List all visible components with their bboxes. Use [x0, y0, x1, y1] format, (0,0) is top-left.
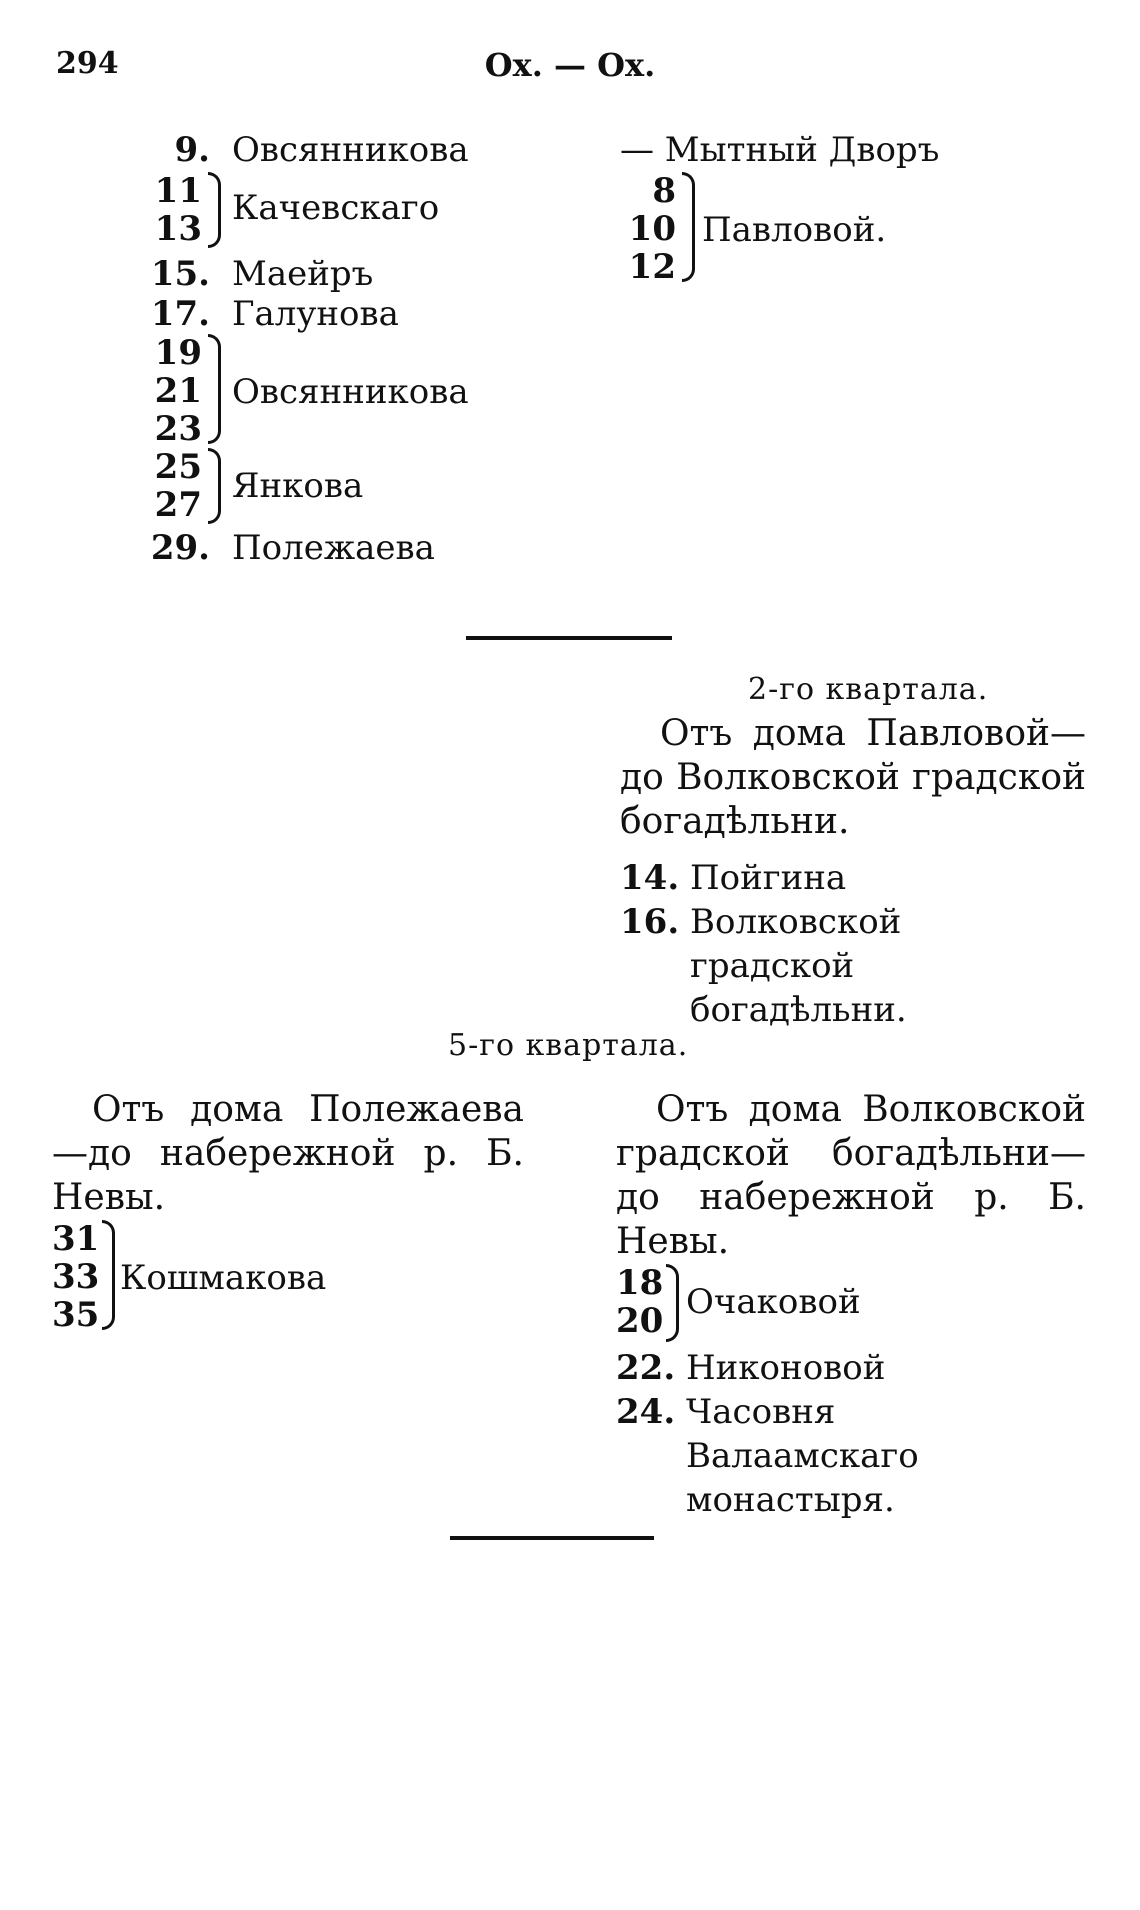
list-item [150, 526, 480, 570]
running-title: Ох. — Ох. [484, 46, 656, 84]
list-item [150, 292, 480, 334]
entry-name: Полежаева [232, 528, 435, 568]
entry-number: 20 [616, 1301, 664, 1341]
entry-number: 15. [150, 254, 210, 294]
entry-name: Волковской градской богадѣльни. [690, 902, 907, 1030]
brace-icon [208, 448, 221, 524]
brace-icon [208, 334, 221, 444]
entry-number: 23 [154, 409, 202, 449]
entry-name: Янкова [232, 466, 364, 506]
entry-number: 24. [616, 1392, 676, 1432]
bracket-group [150, 334, 480, 448]
section-rule [466, 636, 672, 640]
section-rule [450, 1536, 654, 1540]
entry-number: 11 [154, 171, 202, 211]
entry-name: Пойгина [690, 858, 847, 898]
brace-icon [208, 172, 221, 248]
bracket-group [150, 172, 480, 252]
quarter-5-heading: 5-го квартала. [448, 1028, 689, 1063]
entry-name: Овсянникова [232, 372, 469, 412]
list-item [616, 1346, 1086, 1390]
entry-name: Павловой. [702, 210, 887, 250]
entry-number: 8 [652, 171, 676, 211]
entry-name: Галунова [232, 294, 399, 334]
list-item [620, 900, 1086, 1030]
quarter-5-left [52, 1088, 524, 1334]
entry-name: Качевскаго [232, 188, 440, 228]
page-number: 294 [56, 46, 119, 81]
list-head: — Мытный Дворъ [620, 130, 940, 170]
bracket-group [150, 448, 480, 526]
entry-number: 12 [628, 247, 676, 287]
entry-number: 29. [150, 528, 210, 568]
left-top-list [150, 128, 480, 570]
list-item [620, 856, 1086, 900]
entry-number: 33 [52, 1257, 100, 1297]
entry-number: 31 [52, 1219, 100, 1259]
entry-number: 14. [620, 858, 680, 898]
entry-number: 17. [150, 294, 210, 334]
bracket-group [52, 1220, 524, 1334]
bracket-group [620, 172, 1000, 286]
right-top-list [620, 128, 1000, 286]
entry-number: 27 [154, 485, 202, 525]
quarter-5-left-intro: Отъ дома Полежаева—до набережной р. Б. Невы. [52, 1089, 524, 1218]
entry-number: 16. [620, 902, 680, 942]
bracket-group [616, 1264, 1086, 1346]
entry-name: Часовня Валаамскаго монастыря. [686, 1392, 919, 1520]
brace-icon [102, 1220, 115, 1330]
entry-name: Маейръ [232, 254, 374, 294]
list-item [150, 128, 480, 172]
quarter-2-intro: Отъ дома Павловой—до Волковской градской богадѣльни. [620, 713, 1086, 842]
entry-number: 25 [154, 447, 202, 487]
entry-number: 9. [174, 130, 210, 170]
entry-number: 22. [616, 1348, 676, 1388]
quarter-2-block [620, 712, 1086, 1030]
entry-number: 35 [52, 1295, 100, 1335]
quarter-2-heading: 2-го квартала. [748, 672, 989, 707]
entry-number: 18 [616, 1263, 664, 1303]
entry-number: 19 [154, 333, 202, 373]
quarter-5-right [616, 1088, 1086, 1520]
list-item [150, 252, 480, 292]
entry-number: 13 [154, 209, 202, 249]
entry-name: Никоновой [686, 1348, 886, 1388]
quarter-5-right-intro: Отъ дома Волковской градской богадѣльни—до набережной р. Б. Невы. [616, 1089, 1086, 1262]
brace-icon [666, 1264, 679, 1342]
entry-name: Очаковой [686, 1282, 861, 1322]
entry-number: 21 [154, 371, 202, 411]
list-item [616, 1390, 1086, 1520]
entry-name: Кошмакова [120, 1258, 327, 1298]
brace-icon [682, 172, 695, 282]
entry-number: 10 [628, 209, 676, 249]
entry-name: Овсянникова [232, 130, 469, 170]
